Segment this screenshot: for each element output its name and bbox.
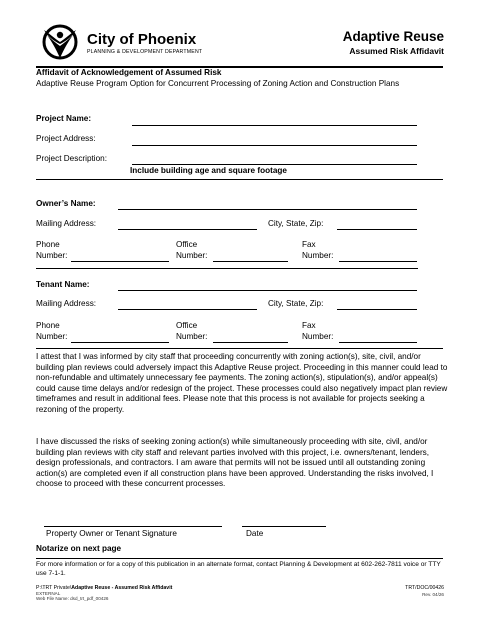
footer-rule (36, 558, 443, 559)
owner-office-label: Office Number: (176, 240, 208, 260)
date-label: Date (246, 529, 264, 538)
owner-phone-label: Phone Number: (36, 240, 68, 260)
project-description-label: Project Description: (36, 154, 107, 163)
section-rule-1 (36, 179, 443, 180)
doc-title: Adaptive Reuse (342, 29, 444, 44)
tenant-phone-label: Phone Number: (36, 321, 68, 341)
footer-external: EXTERNAL (36, 591, 61, 596)
footer-web-file: Web File Name: dsd_trt_pdf_00426 (36, 596, 109, 601)
tenant-office-label: Office Number: (176, 321, 208, 341)
phoenix-bird-icon (38, 22, 84, 62)
section-rule-3 (36, 348, 443, 349)
footer-doc-code: TRT/DOC/00426 (405, 585, 444, 591)
owner-fax-label: Fax Number: (302, 240, 334, 260)
tenant-city-field[interactable] (337, 309, 417, 310)
org-name: City of Phoenix (87, 31, 197, 48)
owner-mailing-label: Mailing Address: (36, 219, 97, 228)
owner-office-field[interactable] (213, 261, 288, 262)
project-address-field[interactable] (132, 145, 417, 146)
tenant-fax-label: Fax Number: (302, 321, 334, 341)
footer-info: For more information or for a copy of this publication in an alternate format, contact Planning & Development at 602-262-7811 voice or TTY use 7-1-1. (36, 561, 441, 577)
footer-path: P:\TRT Private\Adaptive Reuse - Assumed Risk Affidavit (36, 585, 173, 591)
project-description-note: Include building age and square footage (130, 166, 287, 175)
project-description-field[interactable] (132, 164, 417, 165)
footer-rev: Rev. 04/26 (422, 592, 444, 597)
tenant-name-label: Tenant Name: (36, 280, 90, 289)
project-name-label: Project Name: (36, 114, 92, 123)
phoenix-logo (38, 22, 84, 62)
signature-label: Property Owner or Tenant Signature (46, 529, 177, 538)
tenant-mailing-label: Mailing Address: (36, 299, 97, 308)
attestation-paragraph: I attest that I was informed by city staff that proceeding concurrently with zoning action(s), site, civil, and/or building plan reviews could adversely impact this Adaptive Reuse project. Proceeding in this manner could lead to non-refundable and ultimately unnecessary fee payments. The zoning action(s), stipulation(s), and/or appeal(s) could cause time delays and/or redesign of the project. These processes could also negatively impact plan review timeframes and result in additional fees. Please note that this process is not available for projects seeking a rezoning of the property. (36, 352, 448, 414)
owner-city-label: City, State, Zip: (268, 219, 324, 228)
owner-name-field[interactable] (118, 209, 417, 210)
tenant-phone-field[interactable] (71, 342, 169, 343)
affidavit-subtitle: Adaptive Reuse Program Option for Concurrent Processing of Zoning Action and Construction Plans (36, 79, 400, 88)
tenant-name-field[interactable] (118, 290, 417, 291)
owner-mailing-field[interactable] (118, 229, 257, 230)
tenant-fax-field[interactable] (339, 342, 417, 343)
tenant-city-label: City, State, Zip: (268, 299, 324, 308)
date-line[interactable] (242, 526, 326, 527)
doc-subtitle: Assumed Risk Affidavit (349, 46, 444, 56)
risk-paragraph: I have discussed the risks of seeking zoning action(s) while simultaneously proceeding with site, civil, and/or building plan reviews with city staff and relevant parties involved with this project, i.e. owners/tenant, lenders, design professionals, and contractors. I am aware that permits will not be issued until all outstanding zoning action(s) are completed even if all construction plans have been approved. Understanding the risks involved, I choose to proceed with these concurrent processes. (36, 437, 434, 489)
tenant-office-field[interactable] (213, 342, 288, 343)
project-address-label: Project Address: (36, 134, 96, 143)
affidavit-title: Affidavit of Acknowledgement of Assumed Risk (36, 68, 222, 77)
dept-name: PLANNING & DEVELOPMENT DEPARTMENT (87, 49, 203, 55)
owner-fax-field[interactable] (339, 261, 417, 262)
owner-phone-field[interactable] (71, 261, 169, 262)
tenant-mailing-field[interactable] (118, 309, 257, 310)
project-name-field[interactable] (132, 125, 417, 126)
notarize-note: Notarize on next page (36, 544, 122, 553)
signature-line[interactable] (44, 526, 222, 527)
owner-name-label: Owner’s Name: (36, 199, 96, 208)
section-rule-2 (36, 268, 418, 269)
owner-city-field[interactable] (337, 229, 417, 230)
